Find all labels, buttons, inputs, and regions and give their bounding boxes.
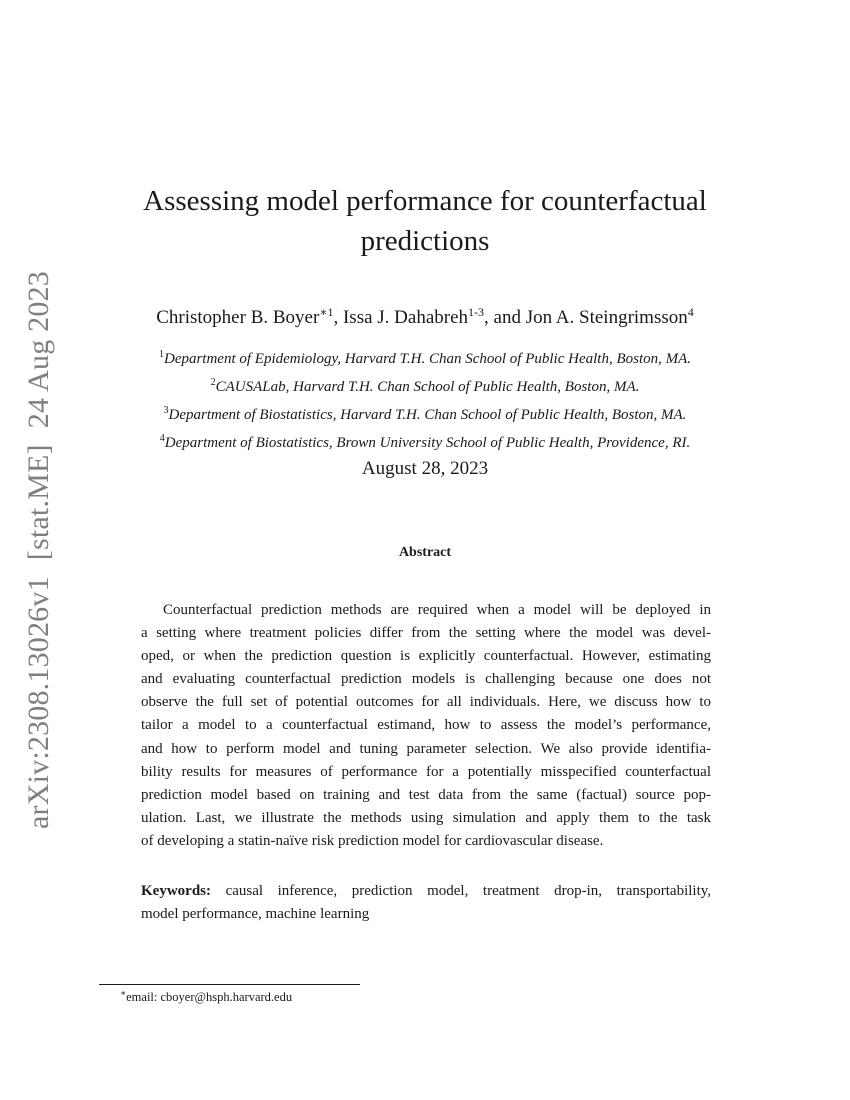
keywords-text: causal inference, prediction model, treatment drop-in, transportability, — [225, 883, 712, 899]
abstract-line: of developing a statin-naïve risk prediction model for cardiovascular disease. — [141, 832, 604, 849]
author-affiliation-marks: 1-3 — [468, 305, 485, 319]
abstract-line: Counterfactual prediction methods are required when a model will be deployed in — [163, 602, 711, 618]
arxiv-date: 24 Aug 2023 — [22, 271, 55, 429]
author-name: Issa J. Dahabreh — [342, 307, 469, 328]
affiliation-number: 3 — [163, 405, 169, 416]
abstract-line: prediction model based on training and test data from the same (factual) source pop- — [141, 786, 711, 803]
abstract-heading: Abstract — [398, 545, 452, 560]
affiliation-item — [0, 343, 850, 371]
footnote-mark: ∗ — [120, 988, 127, 998]
abstract-line: tailor a model to a counterfactual estimand, how to assess the model’s performance, — [141, 717, 711, 734]
footnote-email: email: cboyer@hsph.harvard.edu — [126, 990, 293, 1004]
abstract-line: a setting where treatment policies differ from the setting where the model was devel- — [141, 625, 711, 642]
affiliation-number: 1 — [158, 349, 164, 360]
arxiv-id: arXiv:2308.13026v1 — [22, 576, 55, 829]
affiliation-item — [0, 427, 850, 455]
author-separator: , and — [484, 307, 521, 328]
keywords-line — [141, 880, 711, 903]
affiliation-list — [0, 343, 850, 455]
abstract-line: bility results for measures of performance for a potentially misspecified counterfactual — [141, 763, 711, 780]
affiliation-text: Department of Biostatistics, Brown University School of Public Health, Providence, RI. — [164, 435, 691, 451]
keywords-block — [141, 880, 711, 926]
affiliation-text: CAUSALab, Harvard T.H. Chan School of Public Health, Boston, MA. — [215, 379, 640, 395]
abstract-line: and evaluating counterfactual prediction models is challenging because one does not — [141, 671, 711, 688]
abstract-line: oped, or when the prediction question is explicitly counterfactual. However, estimating — [141, 648, 711, 665]
author-affiliation-marks: ∗1 — [319, 305, 334, 319]
affiliation-text: Department of Epidemiology, Harvard T.H. Chan School of Public Health, Boston, MA. — [163, 351, 692, 367]
author-list — [0, 299, 850, 331]
author-separator: , — [333, 307, 339, 328]
abstract-line: and how to perform model and tuning parameter selection. We also provide identifia- — [141, 740, 711, 757]
keywords-label: Keywords: — [141, 883, 211, 899]
paper-title — [0, 181, 850, 261]
affiliation-item — [0, 399, 850, 427]
affiliation-item — [0, 371, 850, 399]
affiliation-text: Department of Biostatistics, Harvard T.H. Chan School of Public Health, Boston, MA. — [168, 407, 687, 423]
affiliation-number: 4 — [159, 433, 165, 444]
title-line-2: predictions — [360, 225, 490, 257]
title-line-1: Assessing model performance for counterfactual — [143, 185, 707, 217]
abstract-body — [141, 599, 711, 853]
abstract-line: observe the full set of potential outcomes for all individuals. Here, we discuss how to — [141, 694, 711, 711]
author-name: Jon A. Steingrimsson — [525, 307, 688, 328]
abstract-line: ulation. Last, we illustrate the methods using simulation and apply them to the task — [141, 809, 711, 826]
keywords-line: model performance, machine learning — [141, 906, 370, 922]
affiliation-number: 2 — [210, 377, 216, 388]
arxiv-category: [stat.ME] — [22, 444, 55, 561]
footnote-divider — [99, 984, 360, 985]
footnote — [120, 988, 292, 1005]
publication-date: August 28, 2023 — [361, 458, 489, 479]
author-affiliation-marks: 4 — [687, 305, 694, 319]
author-name: Christopher B. Boyer — [156, 307, 320, 328]
